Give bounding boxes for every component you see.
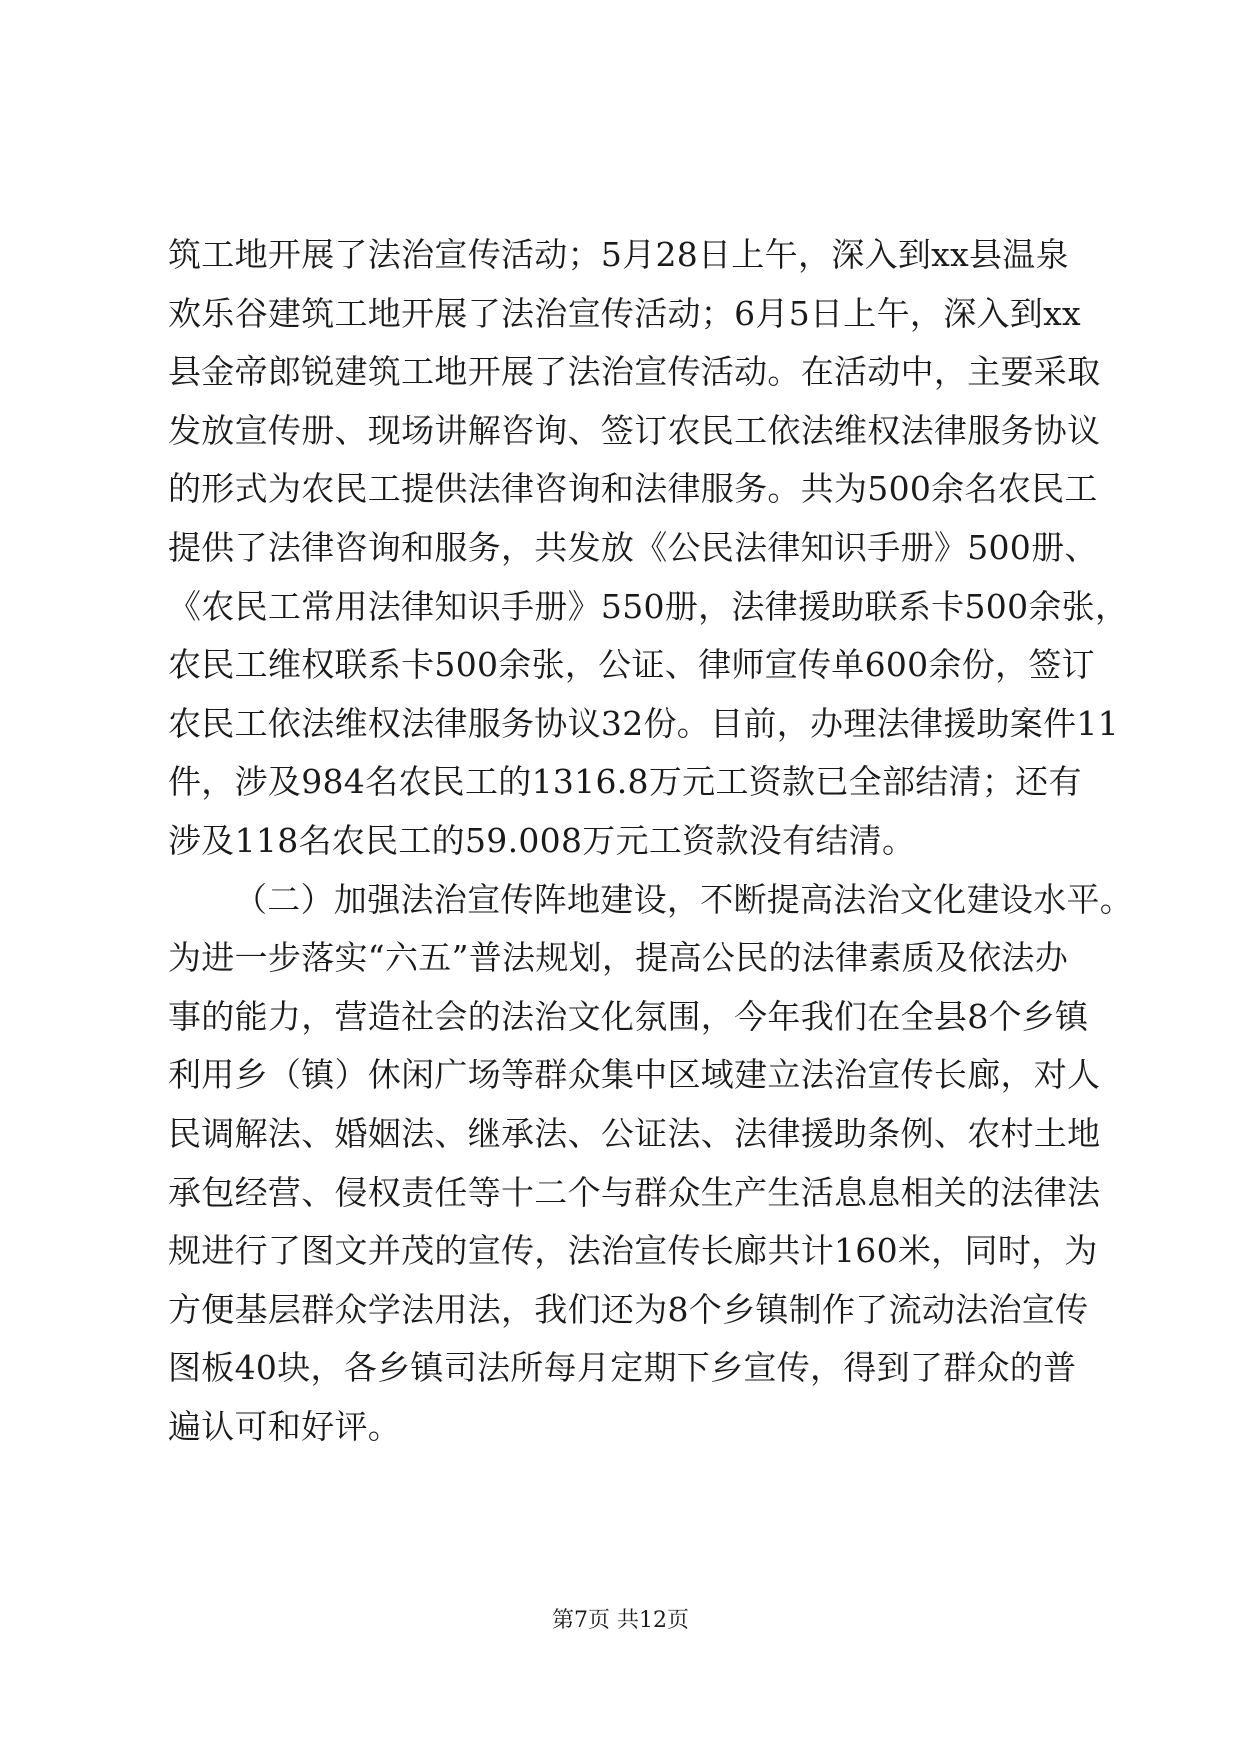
- text-line: 欢乐谷建筑工地开展了法治宣传活动；6月5日上午，深入到xx: [168, 293, 1081, 333]
- text-line: 遍认可和好评。: [168, 1406, 402, 1446]
- text-line: 承包经营、侵权责任等十二个与群众生产生活息息相关的法律法: [168, 1172, 1101, 1212]
- text-line: 筑工地开展了法治宣传活动；5月28日上午，深入到xx县温泉: [168, 235, 1069, 274]
- body-text: [168, 226, 1134, 1456]
- text-line: 图板40块，各乡镇司法所每月定期下乡宣传，得到了群众的普: [168, 1348, 1077, 1388]
- text-line: 为进一步落实“六五”普法规划，提高公民的法律素质及依法办: [168, 938, 1069, 978]
- text-line: 方便基层群众学法用法，我们还为8个乡镇制作了流动法治宣传: [168, 1289, 1089, 1329]
- text-line: 发放宣传册、现场讲解咨询、签订农民工依法维权法律服务协议: [168, 410, 1101, 450]
- text-line: 农民工依法维权法律服务协议32份。目前，办理法律援助案件11: [168, 703, 1119, 743]
- text-line: 民调解法、婚姻法、继承法、公证法、法律援助条例、农村土地: [168, 1113, 1101, 1153]
- text-line: 利用乡（镇）休闲广场等群众集中区域建立法治宣传长廊，对人: [168, 1055, 1101, 1095]
- text-line: 提供了法律咨询和服务，共发放《公民法律知识手册》500册、: [168, 527, 1098, 567]
- text-line: 的形式为农民工提供法律咨询和法律服务。共为500余名农民工: [168, 469, 1098, 509]
- text-line: 规进行了图文并茂的宣传，法治宣传长廊共计160米，同时，为: [168, 1231, 1098, 1271]
- text-line: 《农民工常用法律知识手册》550册，法律援助联系卡500余张，: [168, 586, 1129, 626]
- text-line: 涉及118名农民工的59.008万元工资款没有结清。: [168, 820, 916, 860]
- text-line: 县金帝郎锐建筑工地开展了法治宣传活动。在活动中，主要采取: [168, 352, 1101, 392]
- text-line: 农民工维权联系卡500余张，公证、律师宣传单600余份，签订: [168, 645, 1095, 685]
- section-heading-line: （二）加强法治宣传阵地建设，不断提高法治文化建设水平。: [234, 879, 1134, 919]
- page-footer: 第7页 共12页: [552, 1608, 689, 1633]
- text-line: 事的能力，营造社会的法治文化氛围，今年我们在全县8个乡镇: [168, 996, 1089, 1036]
- text-line: 件，涉及984名农民工的1316.8万元工资款已全部结清；还有: [168, 762, 1082, 802]
